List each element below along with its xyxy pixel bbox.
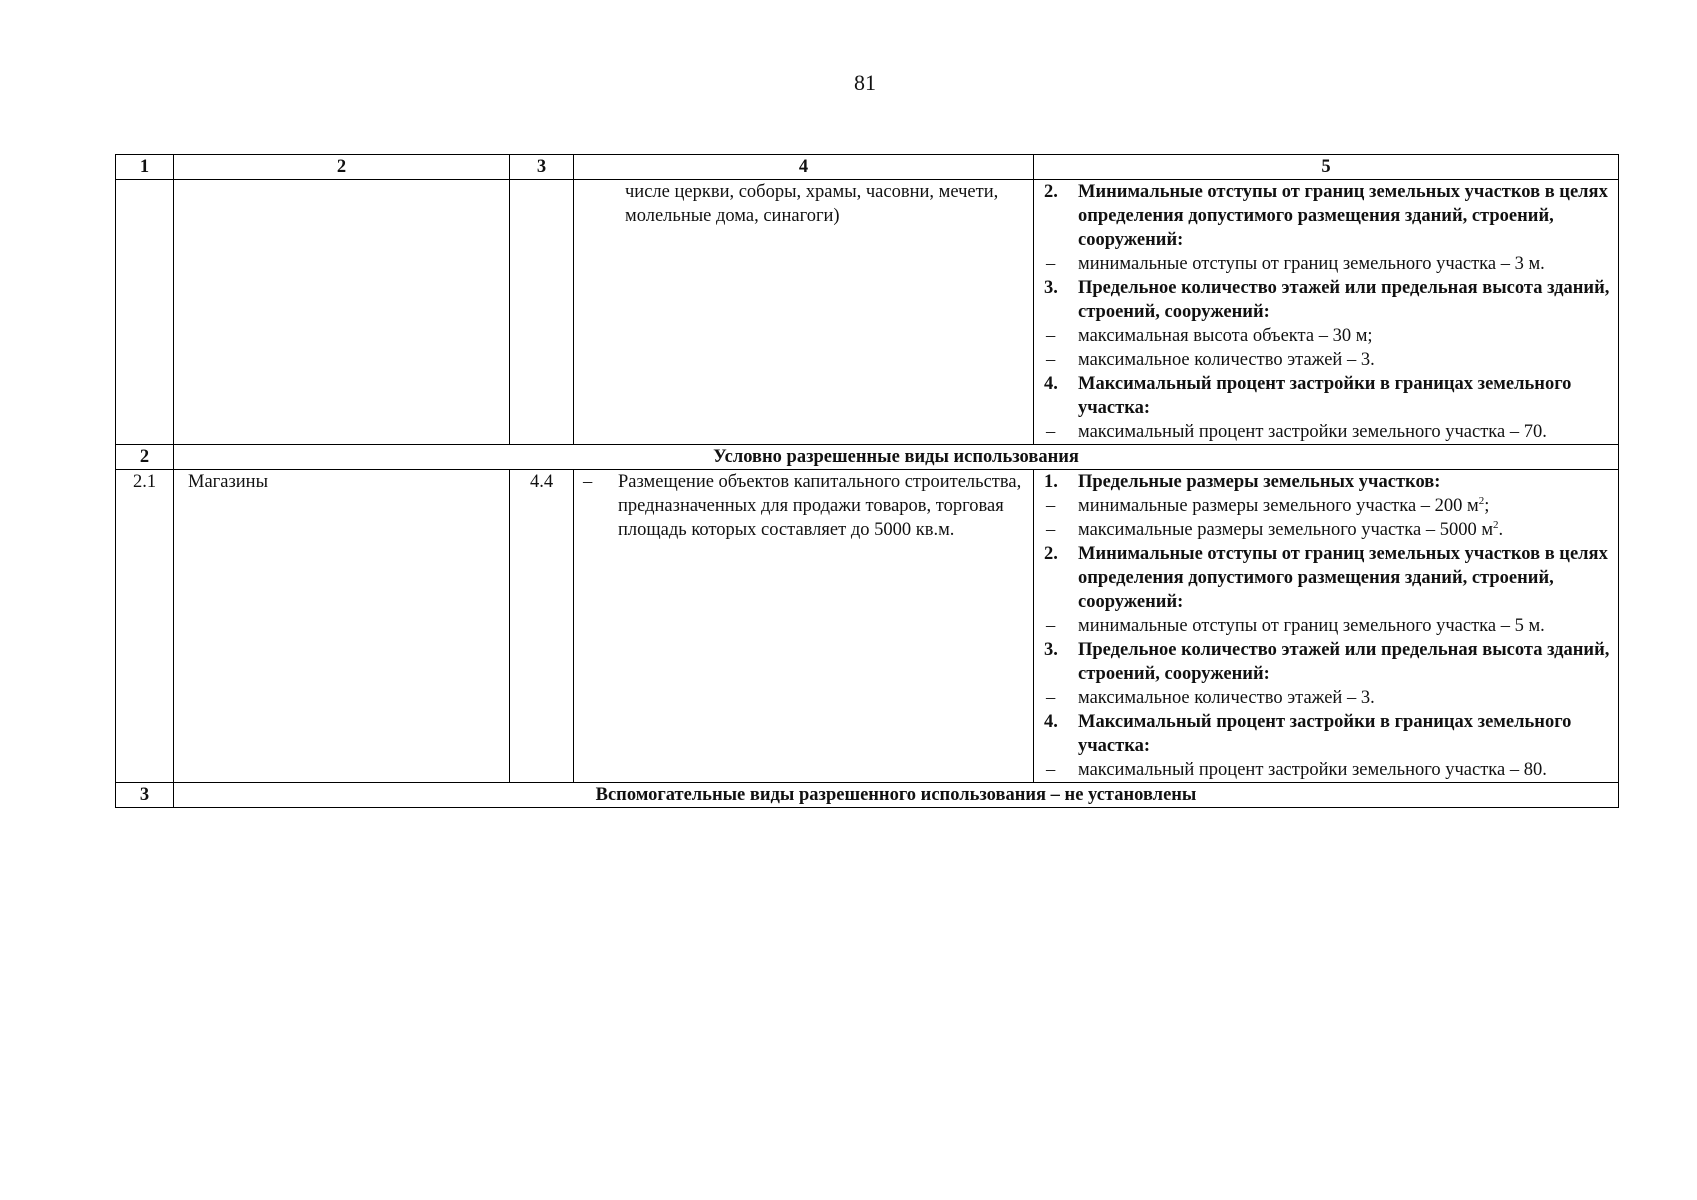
header-cell: 4 bbox=[574, 155, 1034, 180]
parameter-line bbox=[1044, 494, 1610, 518]
parameter-line bbox=[1044, 518, 1610, 542]
parameter-number: 3. bbox=[1044, 640, 1058, 660]
row-code-cell: 4.4 bbox=[510, 470, 574, 783]
superscript: 2 bbox=[1478, 494, 1485, 507]
section-number: 3 bbox=[116, 783, 174, 808]
table-row bbox=[116, 470, 1619, 783]
section-title: Условно разрешенные виды использования bbox=[174, 445, 1619, 470]
dash-marker: – bbox=[1046, 616, 1056, 636]
description-line bbox=[574, 470, 1023, 542]
parameter-title: Предельное количество этажей или предельная высота зданий, строений, сооружений: bbox=[1078, 278, 1610, 322]
parameter-title: Предельное количество этажей или предельная высота зданий, строений, сооружений: bbox=[1078, 640, 1610, 684]
parameter-value: максимальный процент застройки земельного участка – 80. bbox=[1078, 760, 1547, 780]
parameter-value: минимальные размеры земельного участка – 200 м bbox=[1078, 496, 1479, 516]
parameter-item bbox=[1044, 180, 1610, 252]
parameter-item bbox=[1044, 276, 1610, 324]
parameter-item bbox=[1044, 638, 1610, 686]
parameter-title: Минимальные отступы от границ земельных участков в целях определения допустимого размещения зданий, строений, сооружений: bbox=[1078, 182, 1608, 250]
punctuation: ; bbox=[1484, 496, 1490, 516]
parameter-number: 4. bbox=[1044, 712, 1058, 732]
row-name-cell bbox=[174, 180, 510, 445]
page-number: 81 bbox=[854, 70, 876, 95]
parameter-title: Минимальные отступы от границ земельных участков в целях определения допустимого размещения зданий, строений, сооружений: bbox=[1078, 544, 1608, 612]
header-cell: 2 bbox=[174, 155, 510, 180]
parameter-number: 3. bbox=[1044, 278, 1058, 298]
row-code-cell bbox=[510, 180, 574, 445]
row-number-cell: 2.1 bbox=[116, 470, 174, 783]
header-cell: 3 bbox=[510, 155, 574, 180]
row-parameters-cell bbox=[1034, 470, 1619, 783]
parameter-value: максимальное количество этажей – 3. bbox=[1078, 688, 1375, 708]
parameter-item bbox=[1044, 372, 1610, 420]
parameter-number: 4. bbox=[1044, 374, 1058, 394]
row-parameters-cell bbox=[1034, 180, 1619, 445]
parameter-value: максимальные размеры земельного участка – 5000 м bbox=[1078, 520, 1494, 540]
section-row bbox=[116, 445, 1619, 470]
parameter-title: Предельные размеры земельных участков: bbox=[1078, 472, 1441, 492]
dash-marker: – bbox=[583, 472, 593, 492]
parameter-item bbox=[1044, 542, 1610, 614]
parameter-number: 2. bbox=[1044, 182, 1058, 202]
zoning-table bbox=[115, 154, 1619, 808]
section-number: 2 bbox=[116, 445, 174, 470]
parameter-line bbox=[1044, 420, 1610, 444]
parameter-line bbox=[1044, 348, 1610, 372]
row-description-cell bbox=[574, 470, 1034, 783]
parameter-item bbox=[1044, 710, 1610, 758]
dash-marker: – bbox=[1046, 496, 1056, 516]
table-row bbox=[116, 180, 1619, 445]
punctuation: . bbox=[1498, 520, 1504, 540]
header-cell: 5 bbox=[1034, 155, 1619, 180]
parameter-line bbox=[1044, 614, 1610, 638]
parameter-value: максимальная высота объекта – 30 м; bbox=[1078, 326, 1373, 346]
parameter-value: минимальные отступы от границ земельного участка – 5 м. bbox=[1078, 616, 1545, 636]
parameter-title: Максимальный процент застройки в границах земельного участка: bbox=[1078, 374, 1572, 418]
dash-marker: – bbox=[1046, 760, 1056, 780]
parameter-value: максимальный процент застройки земельного участка – 70. bbox=[1078, 422, 1547, 442]
dash-marker: – bbox=[1046, 350, 1056, 370]
parameter-value: максимальное количество этажей – 3. bbox=[1078, 350, 1375, 370]
table-header-row bbox=[116, 155, 1619, 180]
row-description-cell: числе церкви, соборы, храмы, часовни, мечети, молельные дома, синагоги) bbox=[574, 180, 1034, 445]
parameter-title: Максимальный процент застройки в границах земельного участка: bbox=[1078, 712, 1572, 756]
header-cell: 1 bbox=[116, 155, 174, 180]
dash-marker: – bbox=[1046, 520, 1056, 540]
section-title: Вспомогательные виды разрешенного использования – не установлены bbox=[174, 783, 1619, 808]
parameter-item bbox=[1044, 470, 1610, 494]
dash-marker: – bbox=[1046, 422, 1056, 442]
superscript: 2 bbox=[1493, 518, 1499, 531]
parameter-line bbox=[1044, 758, 1610, 782]
dash-marker: – bbox=[1046, 688, 1056, 708]
parameter-number: 2. bbox=[1044, 544, 1058, 564]
dash-marker: – bbox=[1046, 254, 1056, 274]
parameter-number: 1. bbox=[1044, 472, 1058, 492]
dash-marker: – bbox=[1046, 326, 1056, 346]
parameter-line bbox=[1044, 252, 1610, 276]
description-text: Размещение объектов капитального строительства, предназначенных для продажи товаров, торговая площадь которых составляет до 5000 кв.м. bbox=[618, 472, 1022, 540]
parameter-value: минимальные отступы от границ земельного участка – 3 м. bbox=[1078, 254, 1545, 274]
section-row bbox=[116, 783, 1619, 808]
parameter-line bbox=[1044, 686, 1610, 710]
parameter-line bbox=[1044, 324, 1610, 348]
row-number-cell bbox=[116, 180, 174, 445]
row-name-cell: Магазины bbox=[174, 470, 510, 783]
